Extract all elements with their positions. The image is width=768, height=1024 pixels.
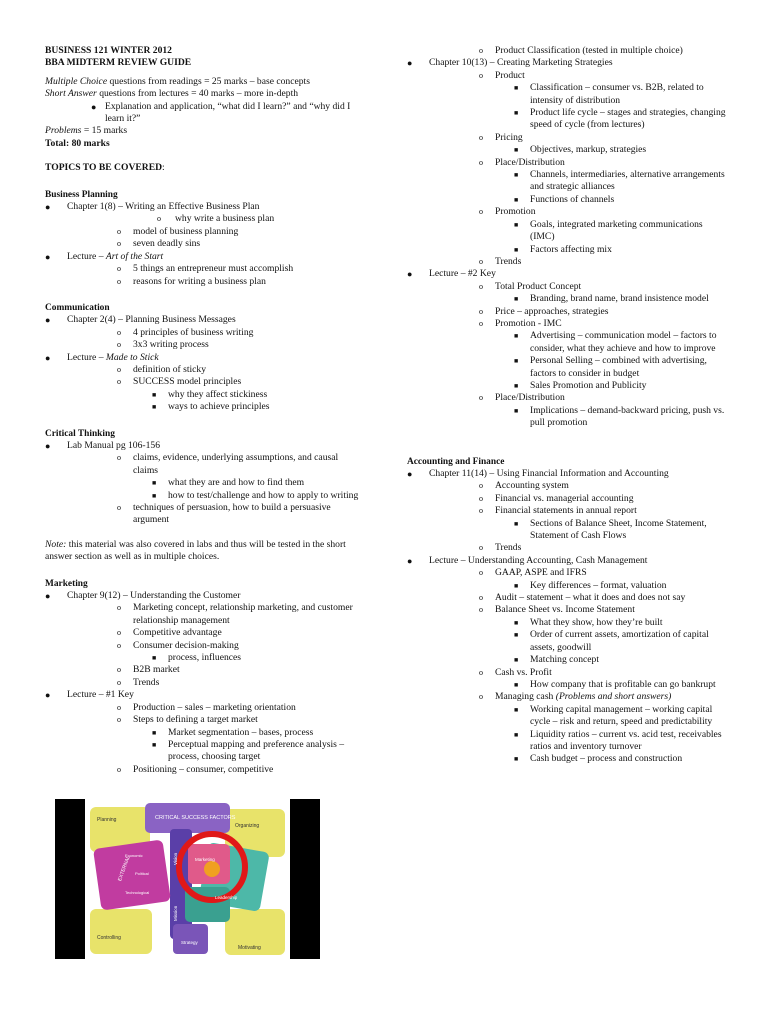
section-heading: Marketing: [45, 578, 88, 589]
list-item: ● Chapter 11(14) – Using Financial Information and Accounting: [407, 468, 669, 479]
list-item: ■ Factors affecting mix: [514, 243, 612, 255]
list-item: o why write a business plan: [157, 213, 275, 225]
section-heading: Business Planning: [45, 189, 118, 200]
list-item: o Trends: [479, 542, 522, 554]
list-item: o claims, evidence, underlying assumptions, and causal claims: [117, 452, 339, 476]
list-item: ■ Product life cycle – stages and strategies, changing speed of cycle (from lectures): [514, 107, 726, 131]
list-item: o Product Classification (tested in multiple choice): [479, 45, 683, 56]
sa-line: Short Answer questions from lectures = 40 marks – more in-depth: [45, 88, 299, 100]
list-item: ■ How company that is profitable can go bankrupt: [514, 678, 716, 690]
list-item: o Balance Sheet vs. Income Statement: [479, 604, 635, 616]
topics-heading: TOPICS TO BE COVERED:: [45, 162, 165, 174]
right-column: [407, 45, 729, 766]
list-item: ■ how to test/challenge and how to apply to writing: [152, 489, 359, 501]
list-item: o Marketing concept, relationship marketing, and customer relationship management: [117, 602, 353, 626]
list-item: o techniques of persuasion, how to build a persuasive argument: [117, 502, 331, 526]
list-item: ● Lecture – #1 Key: [45, 689, 134, 701]
list-item: o Financial statements in annual report: [479, 505, 637, 517]
puzzle-label: Strategy: [181, 940, 198, 945]
puzzle-piece: [204, 861, 220, 877]
puzzle-label: Political: [135, 871, 149, 876]
list-item: o Production – sales – marketing orientation: [117, 701, 296, 713]
list-item: ■ process, influences: [152, 652, 241, 664]
list-item: o B2B market: [117, 664, 180, 676]
problems-line: Problems = 15 marks: [45, 125, 128, 137]
list-item: ■ Perceptual mapping and preference analysis – process, choosing target: [152, 738, 345, 763]
list-item: ■ why they affect stickiness: [152, 388, 268, 400]
total-line: Total: 80 marks: [45, 137, 110, 149]
list-item: o Accounting system: [479, 480, 569, 492]
list-item: o Financial vs. managerial accounting: [479, 492, 634, 504]
list-item: ■ Cash budget – process and construction: [514, 753, 683, 765]
list-item: ■ Personal Selling – combined with advertising, factors to consider in budget: [514, 355, 707, 379]
list-item: o Product: [479, 69, 525, 81]
list-item: o Positioning – consumer, competitive: [117, 763, 274, 775]
list-item: o Audit – statement – what it does and does not say: [479, 592, 686, 604]
list-item: ● Chapter 2(4) – Planning Business Messages: [45, 314, 236, 326]
list-item: o Steps to defining a target market: [117, 714, 258, 726]
puzzle-label: Mission: [173, 905, 178, 921]
list-item: o model of business planning: [117, 225, 239, 237]
list-item: ■ Functions of channels: [514, 193, 615, 205]
list-item: ■ Branding, brand name, brand insistence model: [514, 293, 709, 305]
list-item: o Pricing: [479, 131, 523, 143]
list-item: ■ Market segmentation – bases, process: [152, 726, 314, 738]
section-heading: Accounting and Finance: [407, 456, 505, 467]
list-item: ■ what they are and how to find them: [152, 477, 305, 489]
list-item: ■ Sections of Balance Sheet, Income Statement, Statement of Cash Flows: [514, 517, 707, 542]
puzzle-label: Marketing: [195, 857, 215, 862]
list-item: ● Lecture – Understanding Accounting, Cash Management: [407, 554, 648, 566]
puzzle-label: Leadership: [215, 895, 238, 900]
list-item: ● Chapter 1(8) – Writing an Effective Business Plan: [45, 201, 260, 213]
list-item: ● Lecture – Made to Stick: [45, 351, 159, 363]
list-item: o Place/Distribution: [479, 156, 565, 168]
list-item: ● Lecture – #2 Key: [407, 268, 496, 280]
list-item: ■ Implications – demand-backward pricing, push vs. pull promotion: [514, 404, 725, 429]
list-item: ■ Channels, intermediaries, alternative arrangements and strategic alliances: [514, 169, 725, 193]
puzzle-label: Technological: [125, 890, 150, 895]
puzzle-graphic: [85, 799, 290, 959]
list-item: ■ Objectives, markup, strategies: [514, 144, 647, 156]
list-item: o 3x3 writing process: [117, 339, 209, 351]
list-item: ● Lecture – Art of the Start: [45, 250, 164, 262]
mc-line: Multiple Choice questions from readings = 25 marks – base concepts: [45, 75, 310, 87]
puzzle-piece: [90, 909, 152, 954]
list-item: o 4 principles of business writing: [117, 326, 254, 338]
puzzle-label: EXTERNAL: [117, 855, 132, 883]
list-item: ■ What they show, how they’re built: [514, 616, 663, 628]
list-item: ■ Liquidity ratios – current vs. acid test, receivables ratios and inventory turnover: [514, 728, 722, 752]
list-item: o Price – approaches, strategies: [479, 305, 609, 317]
section-heading: Communication: [45, 302, 110, 313]
list-item: ● Chapter 10(13) – Creating Marketing Strategies: [407, 57, 613, 69]
list-item: ■ Working capital management – working capital cycle – risk and return, speed and predictability: [514, 703, 713, 728]
list-item: o seven deadly sins: [117, 238, 201, 250]
puzzle-label: Planning: [97, 817, 117, 823]
list-item: o SUCCESS model principles: [117, 376, 242, 388]
list-item: o Promotion - IMC: [479, 317, 562, 329]
list-item: o Place/Distribution: [479, 392, 565, 404]
list-item: o Total Product Concept: [479, 280, 582, 292]
puzzle-label: Motivating: [238, 945, 261, 951]
list-item: ■ Goals, integrated marketing communications (IMC): [514, 218, 703, 243]
puzzle-image: [55, 799, 320, 959]
doc-title: BUSINESS 121 WINTER 2012: [45, 45, 172, 56]
section-heading: Critical Thinking: [45, 428, 115, 439]
list-item: o reasons for writing a business plan: [117, 275, 266, 287]
list-item: o Competitive advantage: [117, 627, 222, 639]
list-item: o 5 things an entrepreneur must accomplish: [117, 263, 294, 275]
puzzle-label: Vision: [173, 852, 178, 865]
puzzle-piece: [173, 924, 208, 954]
note: Note: this material was also covered in labs and thus will be tested in the short answer section as well as in multiple choices.: [45, 538, 346, 563]
list-item: o Managing cash (Problems and short answers): [479, 691, 672, 703]
puzzle-label: Controlling: [97, 935, 121, 941]
list-item: o definition of sticky: [117, 363, 207, 375]
list-item: ● Lab Manual pg 106-156: [45, 439, 160, 451]
list-item: ■ ways to achieve principles: [152, 401, 270, 413]
doc-subtitle: BBA MIDTERM REVIEW GUIDE: [45, 57, 192, 69]
puzzle-label: Organizing: [235, 823, 260, 829]
list-item: o Consumer decision-making: [117, 639, 239, 651]
puzzle-label: Economic: [125, 853, 143, 858]
list-item: o GAAP, ASPE and IFRS: [479, 567, 587, 579]
list-item: ■ Classification – consumer vs. B2B, related to intensity of distribution: [514, 82, 704, 106]
list-item: o Trends: [479, 255, 522, 267]
list-item: ■ Advertising – communication model – factors to consider, what they achieve and how to improve: [514, 330, 717, 354]
puzzle-piece: [93, 839, 171, 910]
left-column: [45, 45, 365, 776]
list-item: o Cash vs. Profit: [479, 666, 552, 678]
list-item: o Trends: [117, 676, 160, 688]
list-item: ■ Key differences – format, valuation: [514, 579, 667, 591]
list-item: ● Explanation and application, “what did I learn?” and “why did I learn it?”: [91, 100, 351, 125]
puzzle-label: CRITICAL SUCCESS FACTORS: [155, 815, 236, 821]
list-item: ■ Matching concept: [514, 654, 599, 666]
list-item: ■ Order of current assets, amortization of capital assets, goodwill: [514, 629, 709, 653]
list-item: ● Chapter 9(12) – Understanding the Customer: [45, 590, 241, 602]
list-item: ■ Sales Promotion and Publicity: [514, 379, 647, 391]
list-item: o Promotion: [479, 206, 536, 218]
